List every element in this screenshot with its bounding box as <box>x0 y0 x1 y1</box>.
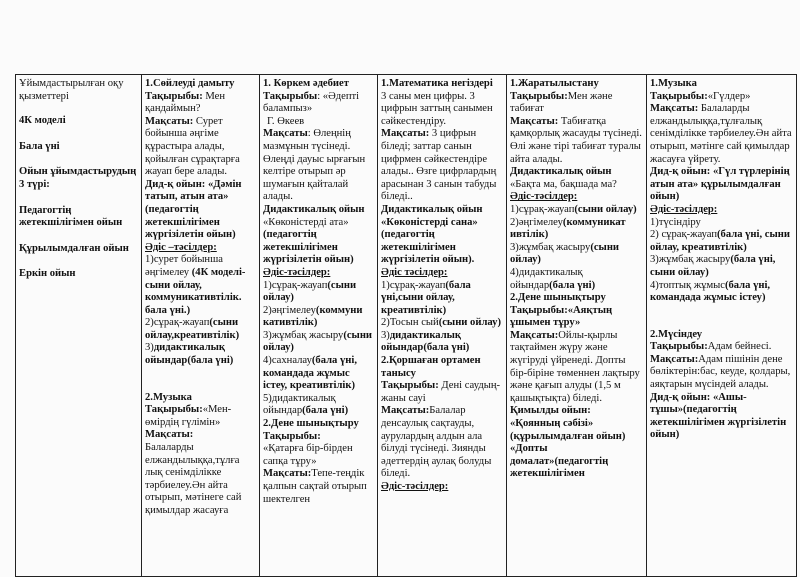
method-note: (коммуни кативтілік) <box>263 304 363 329</box>
goal-label: Мақсаты: <box>650 353 699 365</box>
method-note: (коммуникат ивтілік) <box>510 216 626 241</box>
game-text: «Бақта ма, бақшада ма? <box>510 178 617 190</box>
method-note: дидактикалық ойындар(бала үні) <box>381 329 470 354</box>
game-label: Дидактикалық ойын <box>510 166 612 178</box>
topic-text: «Қатарға бір-бірден сапқа тұру» <box>263 443 353 467</box>
methods-heading: Әдіс –тәсілдер: <box>145 241 217 253</box>
methods-heading: Әдіс-тәсілдер: <box>650 203 718 215</box>
day-cell-2 <box>260 75 378 577</box>
table-row <box>16 75 797 577</box>
method-item: 3)жұмбақ жасыру <box>650 254 731 266</box>
lesson-title: 1.Жаратылыстану <box>510 78 599 89</box>
methods-heading: Әдіс тәсілдер: <box>381 266 448 278</box>
topic-text: : «Әдепті балампыз» <box>263 90 360 115</box>
game-text: Дид-қ ойын: «Гүл түрлерінің атын ата» құрылымдалған ойын) <box>650 166 790 203</box>
topic-text: Адам бейнесі. <box>707 341 772 353</box>
goal-text: Табиғатқа қамқорлық жасауды түсінеді. Өлі және тірі табиғат туралы айта алады. <box>510 115 642 165</box>
topic-label: Тақырыбы: <box>263 430 321 442</box>
lesson-title: 1.Математика негіздері <box>381 78 493 89</box>
topic-label: Тақырыбы: <box>650 90 708 102</box>
day-cell-5 <box>647 75 797 577</box>
goal-text: Тепе-теңдік қалпын сақтай отырып шектелген <box>263 468 367 505</box>
topic-label: Тақырыбы: <box>145 90 203 102</box>
method-note: (бала үні) <box>302 405 349 417</box>
day-cell-3 <box>378 75 507 577</box>
method-item: 3)жұмбақ жасыру <box>263 329 344 341</box>
topic-label: Тақырыбы: <box>381 380 439 392</box>
topic-label: Тақырыбы: <box>145 404 203 416</box>
method-item: 3) <box>145 342 154 354</box>
method-item: 1)сұрақ-жауап <box>510 203 575 215</box>
method-item: 2)әңгімелеу <box>510 216 563 228</box>
method-note: (сыни ойлау) <box>263 329 373 354</box>
topic-label: Тақырыбы: <box>650 341 708 353</box>
method-note: (бала үні, сыни ойлау, креативтілік) <box>650 229 790 253</box>
game-text: Дид-қ ойын: «Ашы-тұшы»(педагогтің жетекшілігімен жүргізілетін ойын) <box>650 391 787 441</box>
method-item: 2) сұрақ-жауап <box>650 229 718 241</box>
lesson-title: 2.Дене шынықтыру <box>510 292 606 304</box>
topic-text: «Мен-өмірдің гүлімін» <box>145 404 232 428</box>
row-label: Құрылымдалған ойын <box>19 242 129 254</box>
game-note: (педагогтің жетекшілігімен жүргізілетін ойын) <box>263 229 354 266</box>
game-text: Дид-қ ойын: «Дәмін татып, атын ата» (педагогтің жетекшілігімен жүргізілетін ойын) <box>145 178 242 241</box>
topic-label: Тақырыбы <box>263 90 318 102</box>
goal-text: Сурет бойынша әңгіме құрастыра алады, қойылған сұрақтарға жауап бере алады. <box>145 115 240 178</box>
goal-label: Мақсаты: <box>510 329 559 341</box>
goal-label: Мақсаты: <box>145 115 194 127</box>
game-text: «Қоянның сәбізі» (құрылымдалған ойын) <box>510 418 626 442</box>
goal-label: Мақсаты: <box>263 468 312 480</box>
goal-label: Мақсаты: <box>381 128 430 140</box>
method-item: 3) <box>381 329 390 341</box>
method-item: 2)әңгімелеу <box>263 304 316 316</box>
topic-label: Тақырыбы: <box>510 90 568 102</box>
lesson-title: 1.Музыка <box>650 78 697 89</box>
method-note: (бала үні, сыни ойлау) <box>650 254 776 278</box>
goal-label: Мақсаты <box>263 128 308 140</box>
method-item: 4)дидактикалық ойындар <box>510 266 583 291</box>
method-item: 4)сахналау <box>263 355 312 367</box>
topic-text: 3 саны мен цифры. 3 цифрын заттың санымен сәйкестендіру. <box>381 90 493 127</box>
topic-text: «Гүлдер» <box>707 90 751 102</box>
method-item: 3)жұмбақ жасыру <box>510 241 591 253</box>
method-note: (сыни ойлау,креативтілік) <box>145 317 240 341</box>
lesson-title: 1. Көркем әдебиет <box>263 78 349 89</box>
row-label: Педагогтің жетекшілігімен ойын <box>19 204 123 229</box>
method-note: (4К моделі-сыни ойлау, коммуникативтілік. бала үні.) <box>145 266 246 316</box>
method-note: (бала үні, командада жұмыс істеу) <box>650 279 771 304</box>
lesson-title: 2.Қоршаған ортамен танысу <box>381 355 481 379</box>
method-note: (бала үні) <box>549 279 596 291</box>
topic-text: Дені саудың-жаны сауі <box>381 380 501 404</box>
game-label: Қимылды ойын: <box>510 405 591 417</box>
methods-heading: Әдіс-тәсілдер: <box>263 266 331 278</box>
goal-text: : Өлеңнің мазмұнын түсінеді. Өлеңді дауыс ырғағын келтіре отырып әр шумағын қайталай алады. <box>263 128 366 203</box>
row-label: Еркін ойын <box>19 268 76 280</box>
lesson-plan-table <box>15 74 797 577</box>
goal-label: Мақсаты: <box>381 405 430 417</box>
activity-types-cell <box>16 75 142 577</box>
lesson-title: 1.Сөйлеуді дамыту <box>145 78 235 89</box>
method-note: (сыни ойлау) <box>263 279 357 304</box>
goal-text: Балаларды елжандылыққа,тұлғалық сенімділікке тәрбиелеу.Ән айта отырып, мәтінге сай қимылдар жасауға үйрету. <box>650 103 792 165</box>
goal-label: Мақсаты: <box>650 103 699 115</box>
row-label: Ұйымдастырылған оқу қызметтері <box>19 78 124 102</box>
method-item: 1)сұрақ-жауап <box>263 279 328 291</box>
lesson-title: 2.Мүсіндеу <box>650 328 703 340</box>
method-item: 1)түсіндіру <box>650 216 701 228</box>
game-text: «Көконістерді ата» <box>263 216 349 228</box>
lesson-title: 2.Музыка <box>145 391 192 403</box>
method-note: (бала үні,сыни ойлау, креативтілік) <box>381 279 471 316</box>
lesson-title: 2.Дене шынықтыру <box>263 418 359 430</box>
goal-text: 3 цифрын біледі; заттар санын цифрмен сәйкестендіре алады.. Өзге цифрлардың арасынан 3 санын табуды біледі.. <box>381 128 497 203</box>
method-item: 1)сұрақ-жауап <box>381 279 446 291</box>
methods-heading: Әдіс-тәсілдер: <box>510 191 578 203</box>
topic-text: Мен және табиғат <box>510 90 613 115</box>
method-item: 1)сурет бойынша әңгімелеу <box>145 254 223 278</box>
method-item: 2)Тосын сый <box>381 317 439 329</box>
method-note: (сыни ойлау) <box>438 317 501 329</box>
topic-text: «Аяқтың ұшымен тұру» <box>510 304 613 329</box>
row-label: Бала үні <box>19 140 60 152</box>
goal-label: Мақсаты: <box>510 115 559 127</box>
game-label: Дидактикалық ойын <box>263 203 365 215</box>
method-item: 2)сұрақ-жауап <box>145 317 210 329</box>
game-text: Дидактикалық ойын «Көконістерді сана» (педагогтің жетекшілігімен жүргізілетін ойын). <box>381 203 483 266</box>
author-text: Г. Өкеев <box>267 115 305 127</box>
game-text: «Допты домалат»(педагогтің жетекшілігімен <box>510 443 609 480</box>
methods-heading: Әдіс-тәсілдер: <box>381 481 449 492</box>
goal-text: Адам пішінін дене бөліктерін:бас, кеуде, қолдары, аяқтарын мүсіндей алады. <box>650 353 791 391</box>
topic-label: Тақырыбы: <box>510 304 568 316</box>
method-note: дидактикалық ойындар(бала үні) <box>145 342 234 367</box>
topic-text: Мен қандаймын? <box>145 90 226 115</box>
goal-text: Балалар денсаулық сақтауды, аурулардың алдын ала білуді түсінеді. Зиянды әдеттердің аулақ болуды біледі. <box>381 405 492 480</box>
row-label: 4К моделі <box>19 115 66 127</box>
goal-text: Балаларды елжандылыққа,тұлға лық сенімділікке тәрбиелеу.Ән айта отырып, мәтінеге сай қимылдар жасауға <box>145 442 242 516</box>
method-item: 5)дидактикалық ойындар <box>263 392 336 417</box>
method-item: 4)топтық жұмыс <box>650 279 725 291</box>
day-cell-1 <box>142 75 260 577</box>
method-note: (бала үні, командада жұмыс істеу, креативтілік) <box>263 355 357 392</box>
goal-label: Мақсаты: <box>145 429 194 441</box>
row-label: Ойын ұйымдастырудың 3 түрі: <box>19 166 137 190</box>
day-cell-4 <box>507 75 647 577</box>
goal-text: Ойлы-қырлы тақтаймен жүру және жүгіруді үйренеді. Допты бір-біріне төменнен лақтыру және қағып алуды (1,5 м қашықтықта) біледі. <box>510 329 640 404</box>
method-note: (сыни ойлау) <box>510 241 620 266</box>
method-note: (сыни ойлау) <box>574 203 637 215</box>
